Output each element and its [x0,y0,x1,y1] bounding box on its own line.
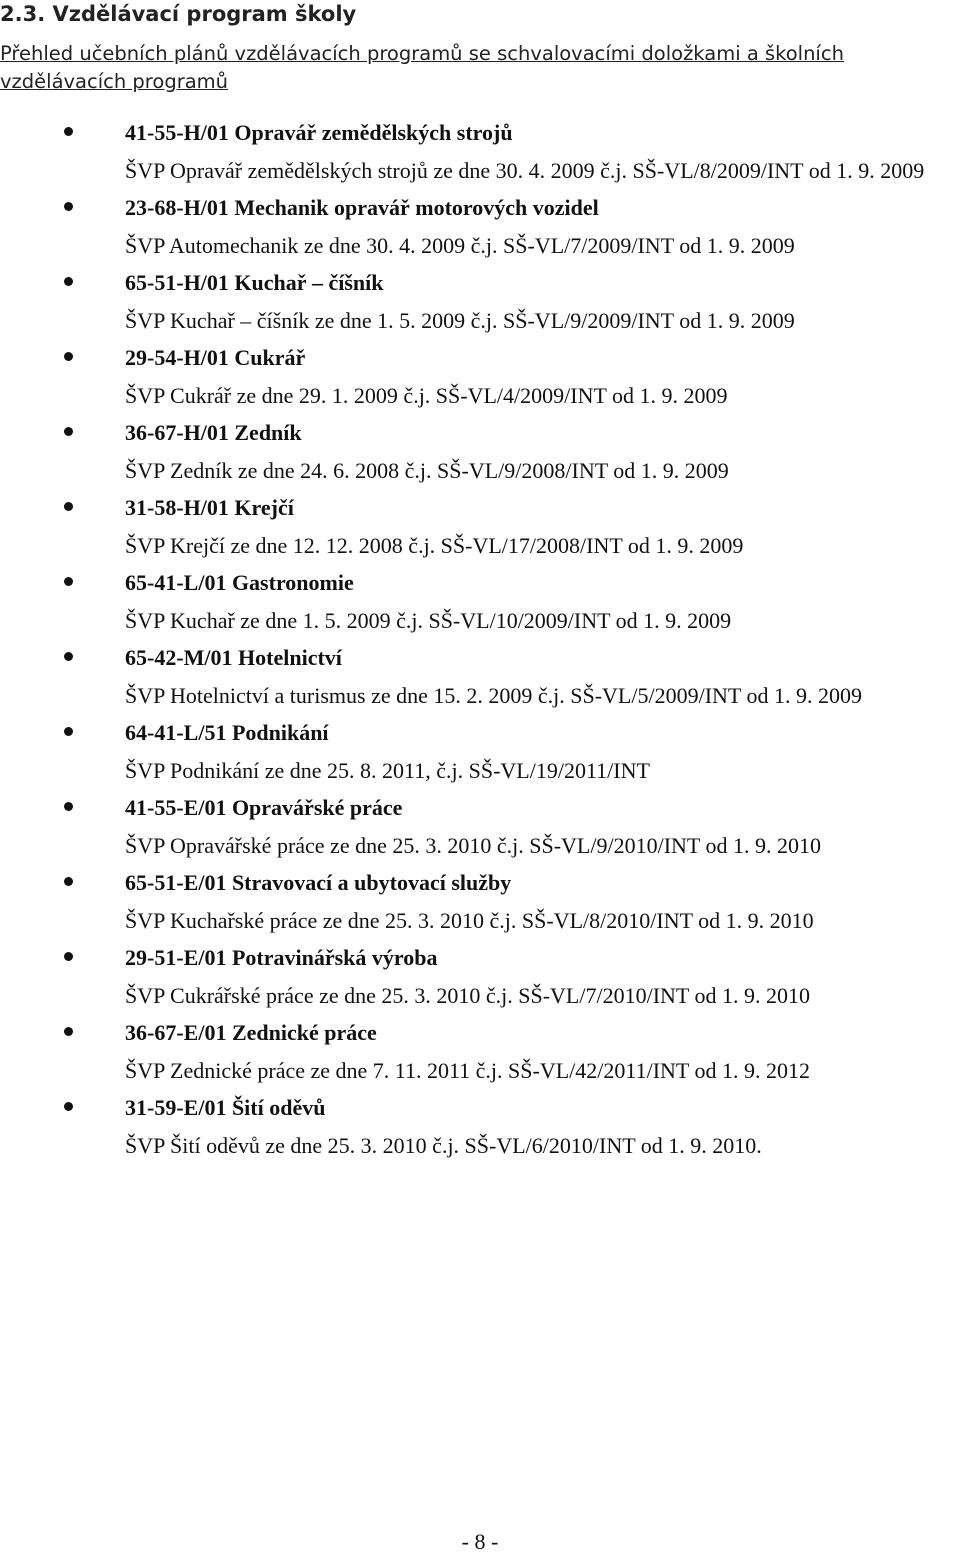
bullet-icon [64,202,73,211]
list-item [0,1014,960,1089]
program-title: 65-51-E/01 Stravovací a ubytovací služby [125,870,512,895]
program-svp-text: ŠVP Zednické práce ze dne 7. 11. 2011 č.j. SŠ-VL/42/2011/INT od 1. 9. 2012 [125,1057,810,1083]
list-item [0,489,960,564]
program-title: 31-58-H/01 Krejčí [125,495,294,520]
list-item [0,414,960,489]
program-svp-text: ŠVP Hotelnictví a turismus ze dne 15. 2. 2009 č.j. SŠ-VL/5/2009/INT od 1. 9. 2009 [125,682,862,708]
bullet-icon [64,127,73,136]
page-number: - 8 - [461,1529,499,1554]
program-svp-text: ŠVP Kuchař – číšník ze dne 1. 5. 2009 č.j. SŠ-VL/9/2009/INT od 1. 9. 2009 [125,307,795,333]
program-title: 65-41-L/01 Gastronomie [125,570,354,595]
bullet-icon [64,502,73,511]
bullet-icon [64,277,73,286]
list-item [0,1089,960,1164]
section-heading: 2.3. Vzdělávací program školy [0,2,357,26]
program-svp-text: ŠVP Šití oděvů ze dne 25. 3. 2010 č.j. SŠ-VL/6/2010/INT od 1. 9. 2010. [125,1132,762,1158]
list-item [0,564,960,639]
list-item [0,864,960,939]
bullet-icon [64,427,73,436]
list-item [0,114,960,189]
bullet-icon [64,1102,73,1111]
program-svp-text: ŠVP Kuchař ze dne 1. 5. 2009 č.j. SŠ-VL/10/2009/INT od 1. 9. 2009 [125,607,732,633]
program-title: 65-42-M/01 Hotelnictví [125,645,342,670]
program-svp-text: ŠVP Automechanik ze dne 30. 4. 2009 č.j. SŠ-VL/7/2009/INT od 1. 9. 2009 [125,232,795,258]
program-svp-text: ŠVP Opravářské práce ze dne 25. 3. 2010 č.j. SŠ-VL/9/2010/INT od 1. 9. 2010 [125,832,821,858]
program-title: 23-68-H/01 Mechanik opravář motorových vozidel [125,195,599,220]
program-list [0,114,960,1164]
list-item [0,789,960,864]
program-title: 29-51-E/01 Potravinářská výroba [125,945,438,970]
list-item [0,939,960,1014]
list-item [0,639,960,714]
program-title: 41-55-E/01 Opravářské práce [125,795,403,820]
bullet-icon [64,1027,73,1036]
program-svp-text: ŠVP Kuchařské práce ze dne 25. 3. 2010 č.j. SŠ-VL/8/2010/INT od 1. 9. 2010 [125,907,814,933]
list-item [0,189,960,264]
program-title: 64-41-L/51 Podnikání [125,720,329,745]
section-subheading: Přehled učebních plánů vzdělávacích programů se schvalovacími doložkami a školních vzdělávacích programů [0,42,844,93]
program-svp-text: ŠVP Cukrář ze dne 29. 1. 2009 č.j. SŠ-VL/4/2009/INT od 1. 9. 2009 [125,382,728,408]
bullet-icon [64,652,73,661]
program-svp-text: ŠVP Zedník ze dne 24. 6. 2008 č.j. SŠ-VL/9/2008/INT od 1. 9. 2009 [125,457,729,483]
bullet-icon [64,802,73,811]
program-title: 29-54-H/01 Cukrář [125,345,306,370]
program-title: 41-55-H/01 Opravář zemědělských strojů [125,120,513,145]
bullet-icon [64,352,73,361]
bullet-icon [64,952,73,961]
bullet-icon [64,877,73,886]
program-svp-text: ŠVP Opravář zemědělských strojů ze dne 30. 4. 2009 č.j. SŠ-VL/8/2009/INT od 1. 9. 2009 [125,157,925,183]
program-svp-text: ŠVP Cukrářské práce ze dne 25. 3. 2010 č.j. SŠ-VL/7/2010/INT od 1. 9. 2010 [125,982,810,1008]
program-title: 65-51-H/01 Kuchař – číšník [125,270,384,295]
program-title: 36-67-H/01 Zedník [125,420,302,445]
page-header [0,0,960,96]
list-item [0,264,960,339]
program-svp-text: ŠVP Podnikání ze dne 25. 8. 2011, č.j. SŠ-VL/19/2011/INT [125,757,650,783]
program-title: 36-67-E/01 Zednické práce [125,1020,377,1045]
list-item [0,339,960,414]
list-item [0,714,960,789]
bullet-icon [64,577,73,586]
program-svp-text: ŠVP Krejčí ze dne 12. 12. 2008 č.j. SŠ-VL/17/2008/INT od 1. 9. 2009 [125,532,744,558]
bullet-icon [64,727,73,736]
program-title: 31-59-E/01 Šití oděvů [125,1095,326,1120]
